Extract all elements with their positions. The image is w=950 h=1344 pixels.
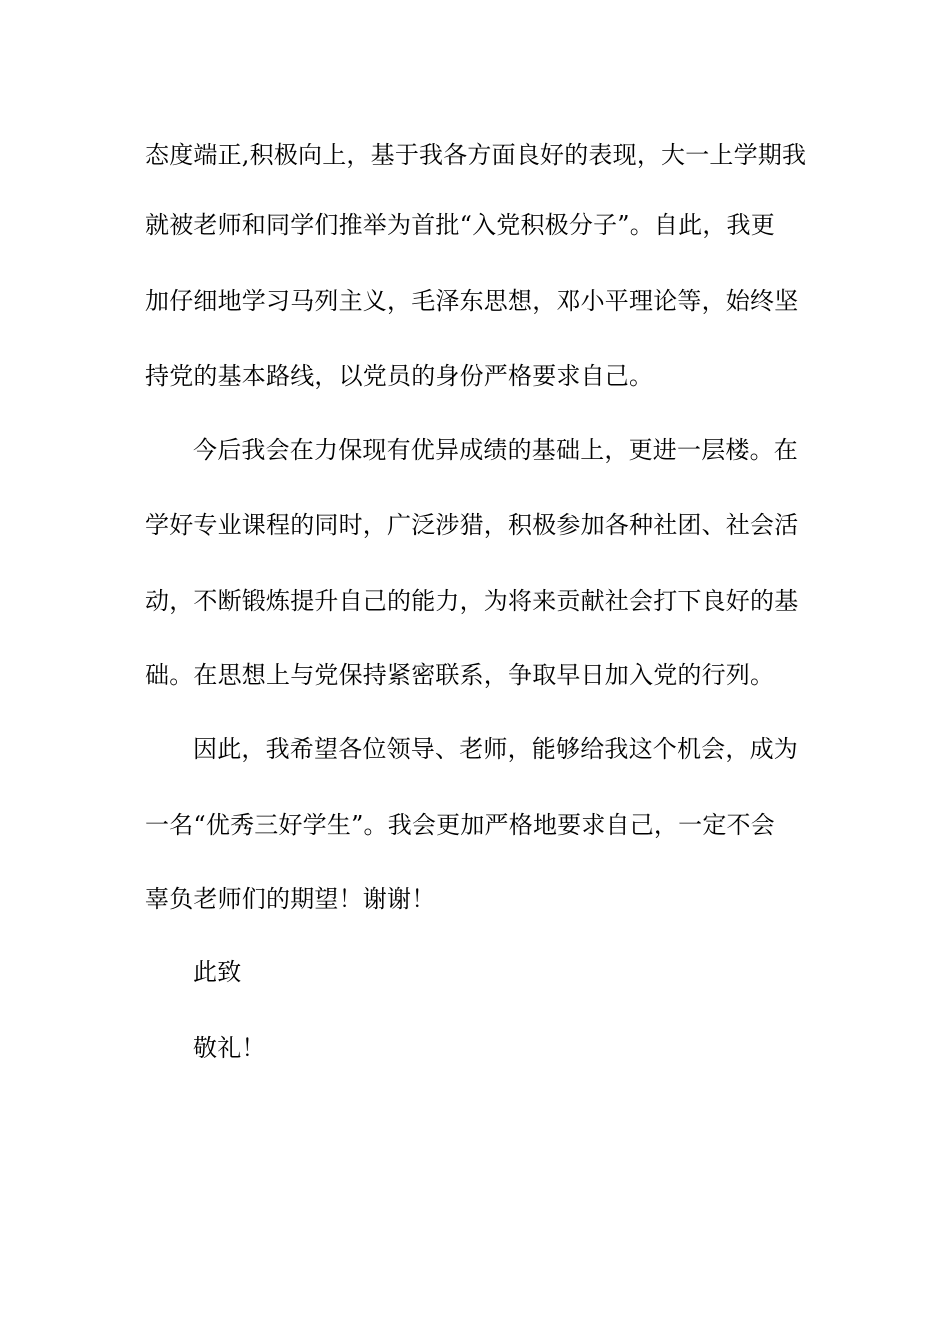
paragraph-2-line-4: 础。在思想上与党保持紧密联系，争取早日加入党的行列。 [145, 661, 775, 689]
paragraph-1-line-3: 加仔细地学习马列主义，毛泽东思想，邓小平理论等，始终坚 [145, 287, 799, 315]
paragraph-1-line-2: 就被老师和同学们推举为首批“入党积极分子”。自此，我更 [145, 211, 775, 239]
paragraph-3-line-1: 因此，我希望各位领导、老师，能够给我这个机会，成为 [193, 735, 798, 763]
paragraph-3-line-3: 辜负老师们的期望！谢谢！ [145, 885, 436, 913]
paragraph-2-line-3: 动，不断锻炼提升自己的能力，为将来贡献社会打下良好的基 [145, 587, 799, 615]
paragraph-1-line-4: 持党的基本路线，以党员的身份严格要求自己。 [145, 362, 654, 390]
paragraph-3-line-2: 一名“优秀三好学生”。我会更加严格地要求自己，一定不会 [145, 811, 775, 839]
paragraph-2-line-2: 学好专业课程的同时，广泛涉猎，积极参加各种社团、社会活 [145, 511, 799, 539]
closing-regards: 敬礼！ [193, 1034, 266, 1062]
closing-salutation: 此致 [193, 958, 242, 986]
paragraph-1-line-1: 态度端正,积极向上，基于我各方面良好的表现，大一上学期我 [145, 141, 807, 169]
paragraph-2-line-1: 今后我会在力保现有优异成绩的基础上，更进一层楼。在 [193, 436, 798, 464]
